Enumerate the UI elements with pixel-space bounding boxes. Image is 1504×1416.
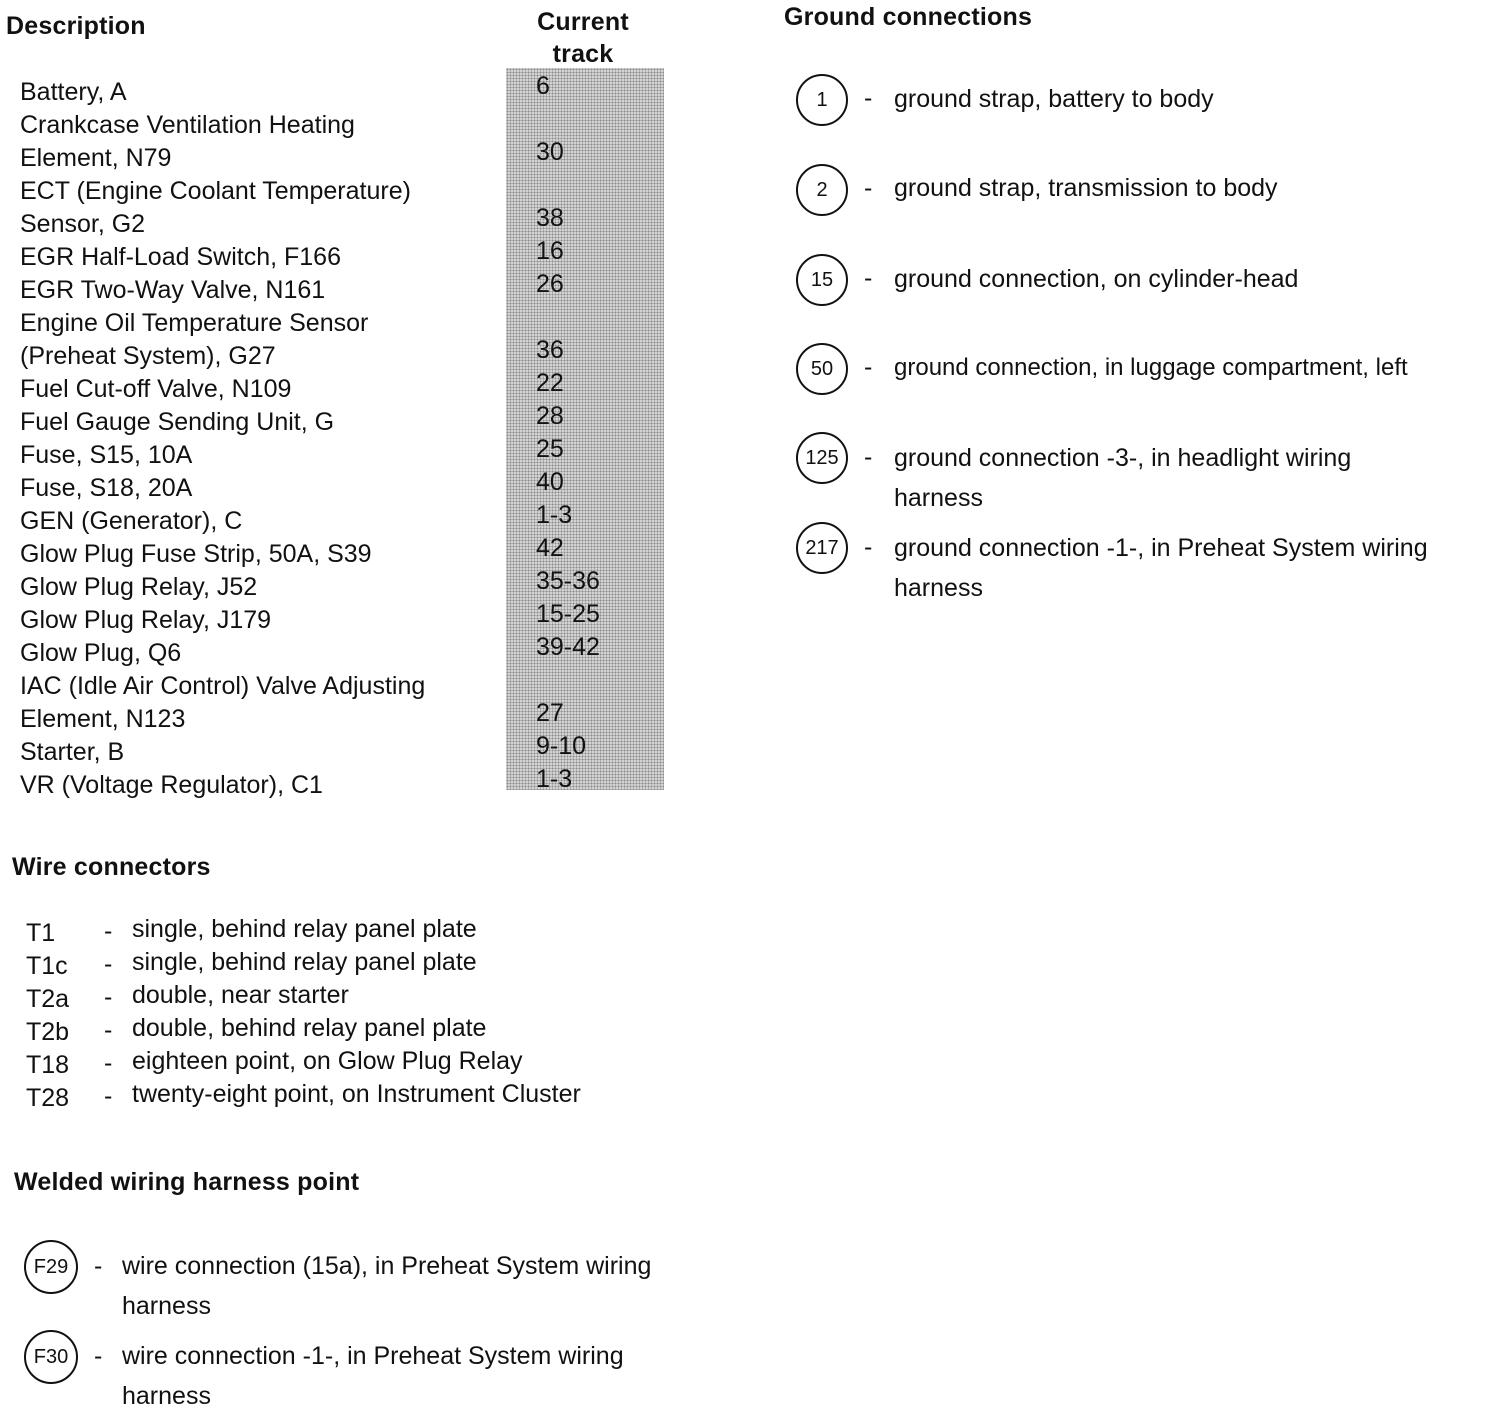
track-value: 1-3 — [536, 501, 573, 529]
track-value: 16 — [536, 237, 564, 265]
track-value — [536, 664, 600, 697]
wire-connector-description: twenty-eight point, on Instrument Cluster — [132, 1080, 581, 1108]
welded-point-symbol — [24, 1240, 78, 1294]
description-header: Description — [6, 12, 146, 40]
ground-point-description: ground strap, transmission to body — [894, 174, 1278, 202]
ground-point-symbol — [796, 432, 848, 484]
description-row: Fuel Cut-off Valve, N109 — [20, 375, 292, 403]
dash: - — [864, 443, 873, 471]
track-value: 27 — [536, 699, 564, 727]
ground-point-symbol — [796, 74, 848, 126]
track-value: 25 — [536, 435, 564, 463]
ground-point-number: 2 — [816, 178, 828, 201]
welded-point-description-line2: harness — [122, 1382, 211, 1410]
dash: - — [94, 1252, 103, 1280]
wire-connector-code: T1c — [26, 952, 68, 980]
ground-point-symbol — [796, 254, 848, 306]
welded-point-symbol — [24, 1330, 78, 1384]
wire-connector-description: eighteen point, on Glow Plug Relay — [132, 1047, 523, 1075]
wire-connector-code: T2a — [26, 985, 70, 1013]
welded-points-title: Welded wiring harness point — [14, 1168, 360, 1196]
track-value: 9-10 — [536, 732, 587, 760]
track-value: 39-42 — [536, 633, 600, 661]
description-row: Sensor, G2 — [20, 210, 146, 238]
track-value: 1-3 — [536, 765, 573, 793]
track-value: 40 — [536, 468, 564, 496]
dash: - — [864, 174, 873, 202]
track-list — [536, 70, 600, 796]
wire-connector-description: double, behind relay panel plate — [132, 1014, 487, 1042]
welded-point-description — [122, 1246, 651, 1326]
ground-point-description — [894, 438, 1351, 518]
ground-point-description-line1: ground connection -3-, in headlight wiring — [894, 444, 1352, 472]
wire-connector-code: T18 — [26, 1051, 70, 1079]
track-value — [536, 301, 600, 334]
ground-point-symbol — [796, 343, 848, 395]
wire-connector-description: single, behind relay panel plate — [132, 948, 477, 976]
description-row: Element, N79 — [20, 144, 172, 172]
description-row: Glow Plug Relay, J52 — [20, 573, 258, 601]
wire-connector-code: T28 — [26, 1084, 70, 1112]
dash: - — [104, 917, 113, 945]
track-value: 6 — [536, 72, 550, 100]
description-row: Fuse, S15, 10A — [20, 441, 193, 469]
track-value — [536, 169, 600, 202]
ground-connections-title: Ground connections — [784, 3, 1033, 31]
wire-connector-code: T1 — [26, 919, 56, 947]
dash: - — [94, 1342, 103, 1370]
wire-connector-dashes — [104, 915, 112, 1113]
track-value: 36 — [536, 336, 564, 364]
description-row: Glow Plug Fuse Strip, 50A, S39 — [20, 540, 372, 568]
dash: - — [864, 353, 873, 381]
dash: - — [104, 950, 113, 978]
wire-connector-descriptions — [132, 913, 581, 1111]
dash: - — [864, 84, 873, 112]
current-track-header-line2: track — [552, 40, 614, 68]
description-row: VR (Voltage Regulator), C1 — [20, 771, 323, 799]
welded-point-description-line2: harness — [122, 1292, 211, 1320]
track-value: 35-36 — [536, 567, 600, 595]
description-row: Fuel Gauge Sending Unit, G — [20, 408, 335, 436]
description-row: Starter, B — [20, 738, 125, 766]
welded-point-description-line1: wire connection -1-, in Preheat System wiring — [122, 1342, 624, 1370]
description-row: Glow Plug Relay, J179 — [20, 606, 272, 634]
ground-point-symbol — [796, 522, 848, 574]
dash: - — [864, 264, 873, 292]
description-row: IAC (Idle Air Control) Valve Adjusting — [20, 672, 426, 700]
track-value — [536, 103, 600, 136]
ground-point-description-line2: harness — [894, 484, 983, 512]
welded-point-description — [122, 1336, 624, 1416]
ground-point-description-line1: ground connection -1-, in Preheat System wiring — [894, 534, 1428, 562]
track-value: 30 — [536, 138, 564, 166]
description-row: GEN (Generator), C — [20, 507, 243, 535]
track-value: 15-25 — [536, 600, 600, 628]
track-value: 22 — [536, 369, 564, 397]
description-row: EGR Half-Load Switch, F166 — [20, 243, 341, 271]
welded-point-code: F30 — [33, 1345, 69, 1368]
dash: - — [104, 983, 113, 1011]
description-row: ECT (Engine Coolant Temperature) — [20, 177, 411, 205]
ground-point-number: 50 — [810, 357, 834, 380]
description-row: EGR Two-Way Valve, N161 — [20, 276, 326, 304]
track-value: 26 — [536, 270, 564, 298]
description-row: Engine Oil Temperature Sensor — [20, 309, 369, 337]
description-row: Glow Plug, Q6 — [20, 639, 182, 667]
track-value: 42 — [536, 534, 564, 562]
dash: - — [864, 533, 873, 561]
dash: - — [104, 1082, 113, 1110]
ground-point-description: ground connection, on cylinder-head — [894, 265, 1299, 293]
description-list — [20, 76, 425, 802]
wire-connectors-title: Wire connectors — [12, 853, 211, 881]
ground-point-number: 15 — [810, 268, 834, 291]
description-row: Fuse, S18, 20A — [20, 474, 193, 502]
dash: - — [104, 1049, 113, 1077]
wire-connector-code: T2b — [26, 1018, 70, 1046]
welded-point-description-line1: wire connection (15a), in Preheat System wiring — [122, 1252, 652, 1280]
ground-point-number: 217 — [805, 536, 839, 559]
ground-point-number: 125 — [805, 446, 839, 469]
description-row: Element, N123 — [20, 705, 186, 733]
ground-point-description: ground strap, battery to body — [894, 85, 1214, 113]
ground-point-symbol — [796, 164, 848, 216]
track-value: 38 — [536, 204, 564, 232]
dash: - — [104, 1016, 113, 1044]
current-track-header — [504, 6, 662, 70]
description-row: (Preheat System), G27 — [20, 342, 276, 370]
wire-connector-description: double, near starter — [132, 981, 349, 1009]
track-value: 28 — [536, 402, 564, 430]
ground-point-description: ground connection, in luggage compartment, left — [894, 354, 1408, 381]
welded-point-code: F29 — [33, 1255, 69, 1278]
ground-point-number: 1 — [816, 88, 828, 111]
description-row: Crankcase Ventilation Heating — [20, 111, 355, 139]
wire-connector-codes — [26, 917, 69, 1115]
ground-point-description-line2: harness — [894, 574, 983, 602]
description-row: Battery, A — [20, 78, 127, 106]
current-track-header-line1: Current — [537, 8, 629, 36]
wire-connector-description: single, behind relay panel plate — [132, 915, 477, 943]
ground-point-description — [894, 528, 1428, 608]
